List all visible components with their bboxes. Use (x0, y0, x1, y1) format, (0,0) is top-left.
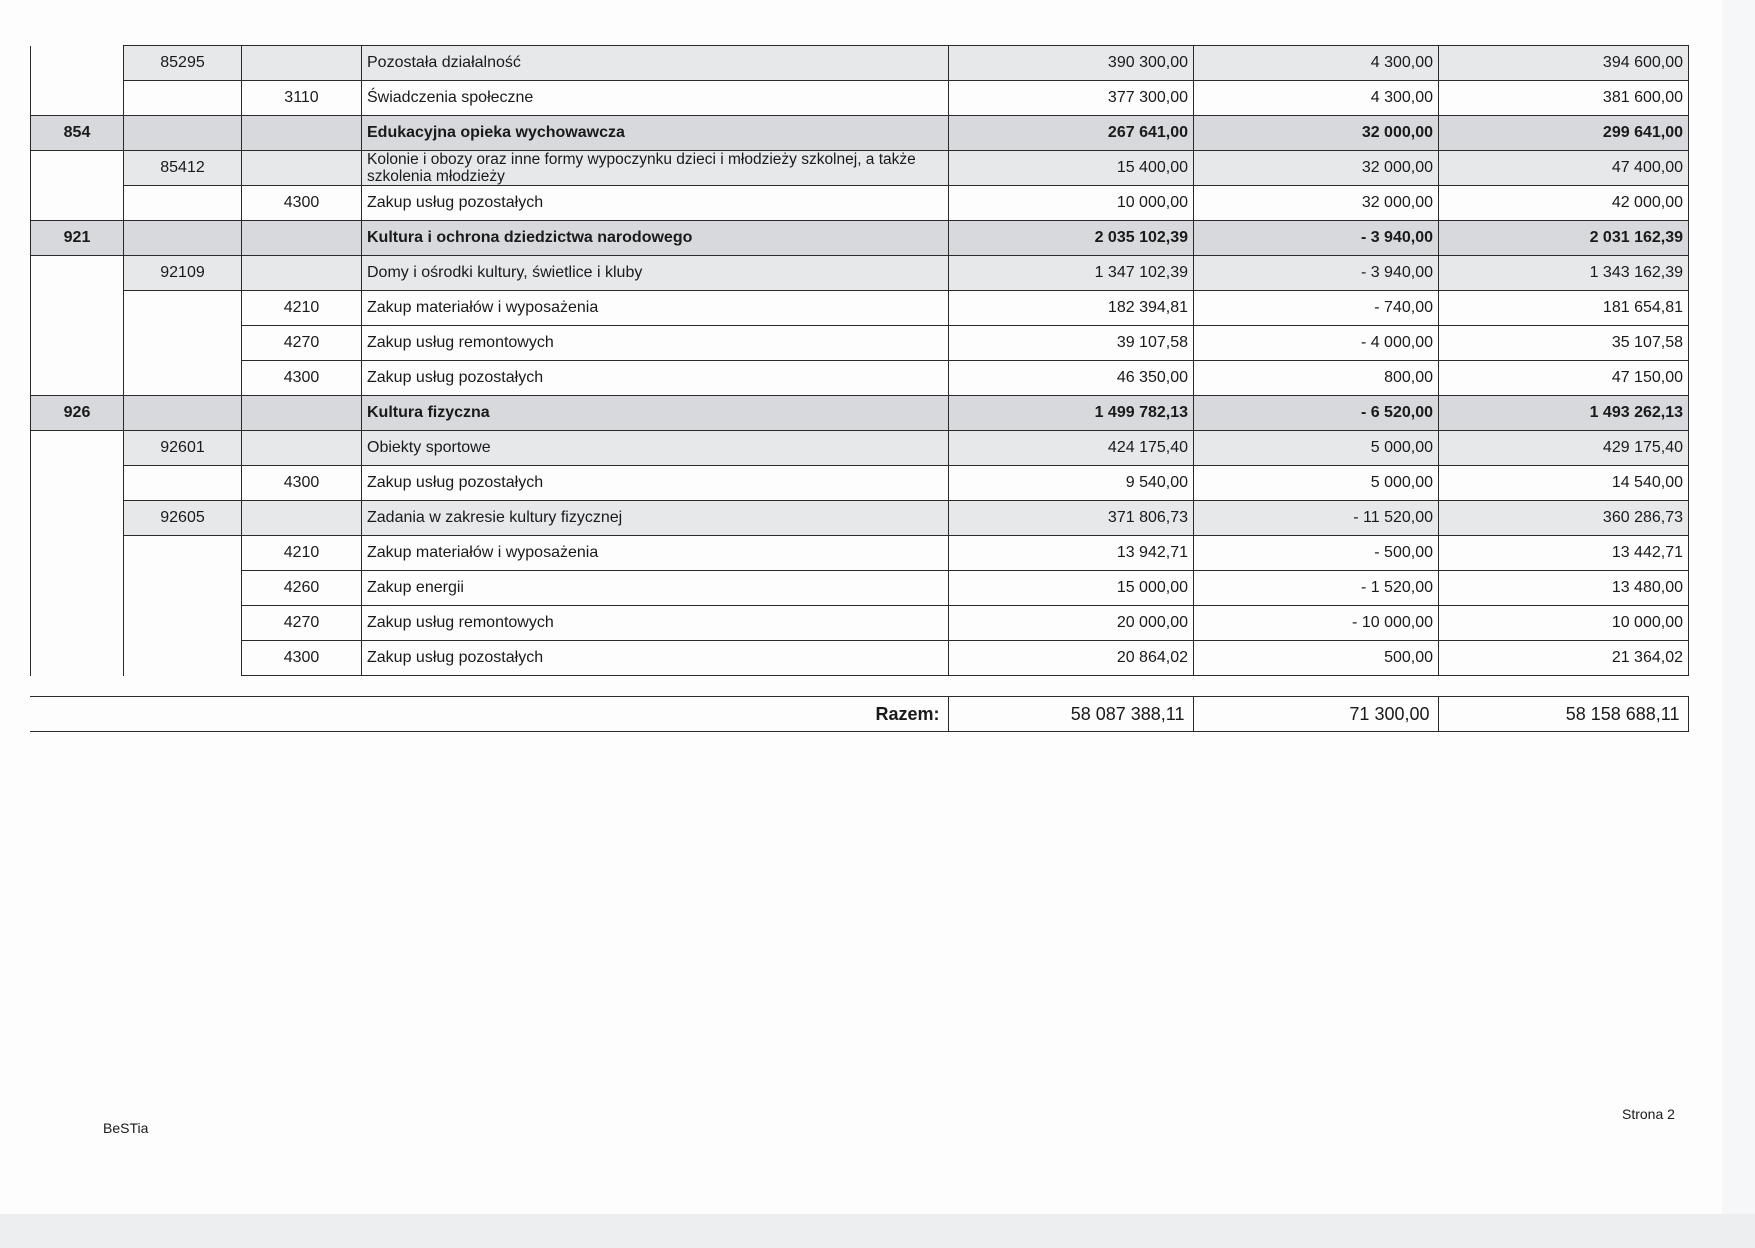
cell-plan: 182 394,81 (949, 291, 1194, 326)
table-row (31, 151, 1689, 186)
cell-rozdzial (124, 466, 242, 501)
cell-dzial (31, 151, 124, 186)
cell-plan: 267 641,00 (949, 116, 1194, 151)
cell-plan: 424 175,40 (949, 431, 1194, 466)
cell-paragraf (242, 116, 362, 151)
cell-zmiana: 32 000,00 (1194, 116, 1439, 151)
cell-plan: 15 000,00 (949, 571, 1194, 606)
cell-plan: 15 400,00 (949, 151, 1194, 186)
cell-po-zmianie: 47 400,00 (1439, 151, 1689, 186)
cell-plan: 1 499 782,13 (949, 396, 1194, 431)
cell-paragraf (242, 431, 362, 466)
cell-po-zmianie: 47 150,00 (1439, 361, 1689, 396)
total-label: Razem: (30, 697, 948, 732)
cell-dzial (31, 536, 124, 571)
cell-paragraf (242, 256, 362, 291)
cell-dzial (31, 641, 124, 676)
cell-zmiana: - 1 520,00 (1194, 571, 1439, 606)
cell-po-zmianie: 13 442,71 (1439, 536, 1689, 571)
cell-po-zmianie: 10 000,00 (1439, 606, 1689, 641)
cell-po-zmianie: 2 031 162,39 (1439, 221, 1689, 256)
cell-zmiana: - 10 000,00 (1194, 606, 1439, 641)
cell-paragraf: 4270 (242, 326, 362, 361)
total-row (30, 697, 1688, 732)
cell-po-zmianie: 21 364,02 (1439, 641, 1689, 676)
cell-nazwa: Edukacyjna opieka wychowawcza (362, 116, 949, 151)
footer-page-number: Strona 2 (1622, 1106, 1675, 1122)
cell-rozdzial (124, 536, 242, 571)
cell-zmiana: - 11 520,00 (1194, 501, 1439, 536)
cell-po-zmianie: 35 107,58 (1439, 326, 1689, 361)
cell-dzial (31, 81, 124, 116)
cell-rozdzial (124, 326, 242, 361)
cell-po-zmianie: 13 480,00 (1439, 571, 1689, 606)
cell-nazwa: Zakup materiałów i wyposażenia (362, 536, 949, 571)
cell-plan: 390 300,00 (949, 46, 1194, 81)
cell-paragraf (242, 501, 362, 536)
table-row (31, 221, 1689, 256)
cell-plan: 39 107,58 (949, 326, 1194, 361)
cell-plan: 1 347 102,39 (949, 256, 1194, 291)
cell-dzial (31, 571, 124, 606)
cell-zmiana: 32 000,00 (1194, 186, 1439, 221)
table-row (31, 606, 1689, 641)
cell-po-zmianie: 381 600,00 (1439, 81, 1689, 116)
cell-rozdzial (124, 641, 242, 676)
cell-dzial: 926 (31, 396, 124, 431)
cell-dzial (31, 326, 124, 361)
cell-rozdzial (124, 361, 242, 396)
cell-zmiana: - 6 520,00 (1194, 396, 1439, 431)
scan-bottom-edge (0, 1214, 1755, 1248)
table-row (31, 571, 1689, 606)
cell-nazwa: Domy i ośrodki kultury, świetlice i kluby (362, 256, 949, 291)
cell-po-zmianie: 394 600,00 (1439, 46, 1689, 81)
total-plan: 58 087 388,11 (948, 697, 1193, 732)
cell-nazwa: Kultura i ochrona dziedzictwa narodowego (362, 221, 949, 256)
cell-dzial (31, 501, 124, 536)
cell-paragraf: 3110 (242, 81, 362, 116)
table-row (31, 291, 1689, 326)
table-row (31, 536, 1689, 571)
cell-po-zmianie: 429 175,40 (1439, 431, 1689, 466)
cell-plan: 20 000,00 (949, 606, 1194, 641)
cell-nazwa: Kultura fizyczna (362, 396, 949, 431)
table-row (31, 116, 1689, 151)
cell-po-zmianie: 181 654,81 (1439, 291, 1689, 326)
cell-nazwa: Świadczenia społeczne (362, 81, 949, 116)
cell-zmiana: 4 300,00 (1194, 81, 1439, 116)
cell-nazwa: Pozostała działalność (362, 46, 949, 81)
cell-dzial (31, 606, 124, 641)
cell-dzial (31, 361, 124, 396)
cell-paragraf: 4210 (242, 536, 362, 571)
cell-rozdzial (124, 291, 242, 326)
cell-rozdzial (124, 606, 242, 641)
cell-po-zmianie: 1 343 162,39 (1439, 256, 1689, 291)
cell-nazwa: Zakup usług pozostałych (362, 641, 949, 676)
cell-nazwa: Zakup usług pozostałych (362, 466, 949, 501)
table-row (31, 361, 1689, 396)
cell-po-zmianie: 299 641,00 (1439, 116, 1689, 151)
cell-nazwa: Zakup energii (362, 571, 949, 606)
cell-plan: 377 300,00 (949, 81, 1194, 116)
table-row (31, 186, 1689, 221)
cell-plan: 10 000,00 (949, 186, 1194, 221)
cell-rozdzial: 92601 (124, 431, 242, 466)
cell-dzial: 854 (31, 116, 124, 151)
cell-nazwa: Zakup usług pozostałych (362, 186, 949, 221)
cell-dzial: 921 (31, 221, 124, 256)
total-after-change: 58 158 688,11 (1438, 697, 1688, 732)
cell-rozdzial: 85295 (124, 46, 242, 81)
cell-dzial (31, 291, 124, 326)
cell-zmiana: 5 000,00 (1194, 431, 1439, 466)
cell-paragraf (242, 396, 362, 431)
budget-table-body (31, 46, 1689, 676)
cell-rozdzial (124, 571, 242, 606)
cell-nazwa: Kolonie i obozy oraz inne formy wypoczynku dzieci i młodzieży szkolnej, a także szkolenia młodzieży (362, 151, 949, 186)
cell-paragraf: 4260 (242, 571, 362, 606)
cell-nazwa: Zadania w zakresie kultury fizycznej (362, 501, 949, 536)
cell-po-zmianie: 1 493 262,13 (1439, 396, 1689, 431)
cell-paragraf (242, 221, 362, 256)
table-row (31, 326, 1689, 361)
table-row (31, 431, 1689, 466)
cell-rozdzial (124, 396, 242, 431)
cell-nazwa: Zakup materiałów i wyposażenia (362, 291, 949, 326)
total-table (30, 696, 1689, 732)
cell-rozdzial: 85412 (124, 151, 242, 186)
cell-rozdzial (124, 81, 242, 116)
table-row (31, 396, 1689, 431)
cell-plan: 371 806,73 (949, 501, 1194, 536)
cell-plan: 9 540,00 (949, 466, 1194, 501)
table-row (31, 46, 1689, 81)
table-row (31, 501, 1689, 536)
table-row (31, 256, 1689, 291)
cell-nazwa: Obiekty sportowe (362, 431, 949, 466)
cell-zmiana: - 500,00 (1194, 536, 1439, 571)
cell-dzial (31, 431, 124, 466)
budget-table (30, 45, 1689, 676)
cell-dzial (31, 466, 124, 501)
cell-paragraf (242, 46, 362, 81)
cell-zmiana: - 4 000,00 (1194, 326, 1439, 361)
cell-rozdzial (124, 221, 242, 256)
cell-rozdzial: 92605 (124, 501, 242, 536)
footer-software-name: BeSTia (103, 1120, 149, 1136)
cell-zmiana: 5 000,00 (1194, 466, 1439, 501)
cell-paragraf: 4210 (242, 291, 362, 326)
cell-plan: 13 942,71 (949, 536, 1194, 571)
cell-dzial (31, 46, 124, 81)
cell-paragraf: 4300 (242, 186, 362, 221)
cell-plan: 46 350,00 (949, 361, 1194, 396)
cell-nazwa: Zakup usług remontowych (362, 326, 949, 361)
cell-paragraf: 4270 (242, 606, 362, 641)
cell-po-zmianie: 14 540,00 (1439, 466, 1689, 501)
total-change: 71 300,00 (1193, 697, 1438, 732)
cell-plan: 20 864,02 (949, 641, 1194, 676)
table-row (31, 641, 1689, 676)
cell-paragraf (242, 151, 362, 186)
cell-rozdzial (124, 116, 242, 151)
cell-zmiana: 800,00 (1194, 361, 1439, 396)
cell-po-zmianie: 42 000,00 (1439, 186, 1689, 221)
cell-zmiana: - 740,00 (1194, 291, 1439, 326)
cell-zmiana: - 3 940,00 (1194, 221, 1439, 256)
cell-rozdzial (124, 186, 242, 221)
cell-paragraf: 4300 (242, 641, 362, 676)
cell-nazwa: Zakup usług pozostałych (362, 361, 949, 396)
table-row (31, 81, 1689, 116)
cell-dzial (31, 256, 124, 291)
cell-zmiana: 500,00 (1194, 641, 1439, 676)
cell-rozdzial: 92109 (124, 256, 242, 291)
cell-paragraf: 4300 (242, 361, 362, 396)
cell-dzial (31, 186, 124, 221)
cell-zmiana: 32 000,00 (1194, 151, 1439, 186)
cell-zmiana: - 3 940,00 (1194, 256, 1439, 291)
cell-plan: 2 035 102,39 (949, 221, 1194, 256)
table-row (31, 466, 1689, 501)
cell-po-zmianie: 360 286,73 (1439, 501, 1689, 536)
cell-paragraf: 4300 (242, 466, 362, 501)
cell-zmiana: 4 300,00 (1194, 46, 1439, 81)
cell-nazwa: Zakup usług remontowych (362, 606, 949, 641)
